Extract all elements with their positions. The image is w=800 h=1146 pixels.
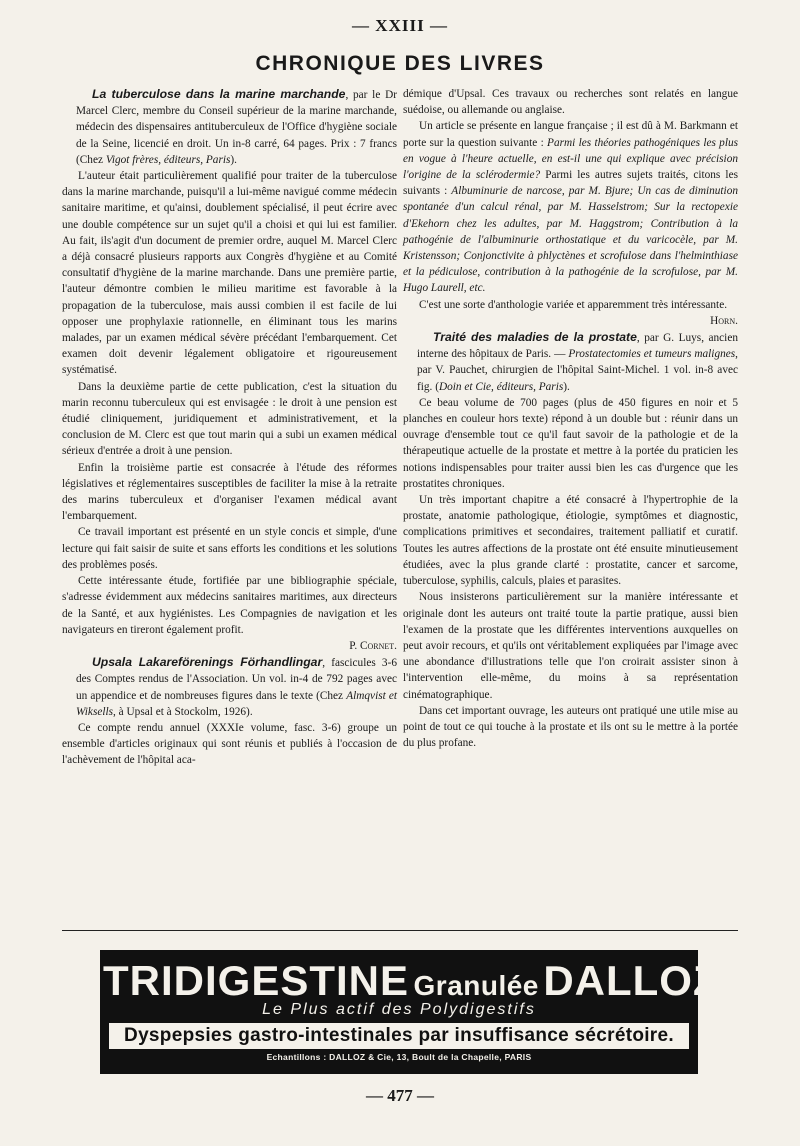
review-2-paragraph-1: Ce compte rendu annuel (XXXIe volume, fasc. 3-6) groupe un ensemble d'articles originaux qui sont réunis et publiés à l'occasion de l'achèvement de l'hôpital aca- — [62, 721, 397, 767]
review-3-heading — [403, 329, 738, 395]
review-1-byline-end: ). — [230, 153, 237, 166]
review-1-byline: , par le Dr Marcel Clerc, membre du Conseil supérieur de la marine marchande, médecin des dispensaires antituberculeux de l'Office d'hygiène sociale de la Seine, licencié en droit. Un in-8 carré, 64 pages. Prix : 7 francs (Chez — [76, 89, 397, 166]
ad-brand-dalloz: DALLOZ — [543, 957, 720, 1004]
review-3-paragraph-4: Dans cet important ouvrage, les auteurs ont pratiqué une utile mise au point de tout ce qui touche à la prostate et ils ont su le mettre à la portée du plus profane. — [403, 704, 738, 750]
review-1-paragraph-4: Ce travail important est présenté en un style concis et simple, d'une lecture qui fait saisir de suite et sans efforts les conditions et les solutions des problèmes posés. — [62, 526, 397, 571]
review-3-publisher: Doin et Cie, éditeurs, Paris — [438, 380, 564, 393]
review-1-signature: P. Cornet. — [349, 639, 397, 652]
advertisement-tridigestine — [100, 950, 720, 1074]
page-number: — 477 — — [366, 1086, 434, 1105]
review-3-byline-end: ). — [563, 380, 570, 393]
review-2-paragraph-3: C'est une sorte d'anthologie variée et apparemment très intéressante. — [419, 298, 728, 311]
review-1-paragraph-1: L'auteur était particulièrement qualifié pour traiter de la tuberculose dans la marine marchande, puisqu'il a lui-même navigué comme médecin sanitaire maritime, et qu'ainsi, doublement spécialisé, il peut écrire avec une double compétence sur un sujet qu'il a choisi et qui lui est familier. Au fait, ils'agit d'un document de premier ordre, auquel M. Marcel Clerc a déjà consacré plusieurs rapports aux Congrès d'hygiène et au Comité consultatif d'hygiène de la marine marchande. Dans une première partie, l'auteur démontre combien le milieu maritime est favorable à la propagation de la tuberculose, mais aussi combien il est facile de lui opposer une prophylaxie rationnelle, en éliminant tous les marins malades, par un examen médical sévère précédant l'embarquement. Cet examen doit devenir légalement obligatoire et rigoureusement systématisé. — [62, 170, 397, 377]
review-2-title: Upsala Lakareförenings Förhandlingar — [92, 655, 323, 670]
ad-brand-tridigestine: TRIDIGESTINE — [103, 957, 410, 1004]
left-column — [62, 86, 397, 769]
review-3-paragraph-3: Nous insisterons particulièrement sur la manière intéressante et originale dont les auteurs ont traité toute la partie pratique, aussi bien l'examen de la prostate que les différentes interventions auxquelles on peut avoir recours, et qu'ils ont véritablement expliquées par l'image avec une abondance d'illustrations telle que l'on croirait assister sinon à l'intervention elle-même, du moins à sa représentation cinématographique. — [403, 591, 738, 701]
review-2-paragraph-2 — [403, 118, 738, 296]
review-2-byline: , fascicules 3-6 des Comptes rendus de l'Association. Un vol. in-4 de 792 pages avec un appendice et de nombreuses figures dans le texte (Chez — [76, 657, 397, 702]
review-1-title: La tuberculose dans la marine marchande — [92, 87, 346, 101]
page-roman-numeral: — XXIII — — [352, 16, 448, 35]
review-2-p2-list: Albuminurie de narcose, par M. Bjure; Un cas de diminution spontanée d'un calcul rénal, par M. Hasselstrom; Sur la rectopexie d'Ekehorn chez les adultes, par M. Haggstrom; Contribution à la pathogénie de l'albuminurie orthostatique et du varicocèle, par M. Kristensson; Conjonctivite à phlyctènes et scrofulose dans l'helminthiase et la pédiculose, contribution à la pathogénie de la scrofulose, par M. Hugo Laurell, etc. — [403, 185, 738, 295]
section-title: CHRONIQUE DES LIVRES — [255, 52, 545, 75]
review-3-paragraph-1: Ce beau volume de 700 pages (plus de 450 figures en noir et 5 planches en couleur hors texte) répond à un double but : réunir dans un ouvrage d'ensemble tout ce qu'il faut savoir de la pathologie et de la thérapeutique actuelle de la prostate et mettre à la portée du praticien les notions indispensables pour traiter aussi bien les cas d'urgence que les prostatites chroniques. — [403, 396, 738, 490]
review-1-paragraph-3: Enfin la troisième partie est consacrée à l'étude des réformes législatives et réglementaires susceptibles de faciliter la mise à la retraite des marins tuberculeux et d'organiser l'examen médical avant l'embarquement. — [62, 461, 397, 523]
ad-tagline: Le Plus actif des Polydigestifs — [262, 1001, 536, 1018]
review-3-byline-2: , par V. Pauchet, chirurgien de l'hôpital Saint-Michel. 1 vol. in-8 avec fig. ( — [417, 348, 738, 393]
ad-indication: Dyspepsies gastro-intestinales par insuffisance sécrétoire. — [109, 1023, 689, 1049]
review-1-paragraph-5: Cette intéressante étude, fortifiée par une bibliographie spéciale, s'adresse évidemment aux médecins sanitaires maritimes, aux directeurs de la Santé, et aux hygiénistes. Les Compagnies de navigation et les navigateurs en tireront également profit. — [62, 575, 397, 636]
right-column — [403, 86, 738, 751]
review-2-signature: Horn. — [710, 314, 738, 327]
ad-samples-address: Echantillons : DALLOZ & Cie, 13, Boult de la Chapelle, PARIS — [266, 1052, 532, 1062]
review-1-publisher: Vigot frères, éditeurs, Paris — [105, 153, 231, 166]
review-3-paragraph-2: Un très important chapitre a été consacré à l'hypertrophie de la prostate, anatomie pathologique, étiologie, symptômes et diagnostic, complications primitives et secondaires, traitement palliatif et curatif. Toutes les autres affections de la prostate ont été ensuite minutieusement étudiées, avec la plus grande clarté : prostatite, cancer et sarcome, tuberculose, syphilis, calculs, plaies et parasites. — [403, 494, 738, 588]
review-2-byline-end: , à Upsal et à Stockolm, 1926). — [113, 705, 253, 718]
review-2-p2-question: Parmi les théories pathogéniques les plus en vogue à l'heure actuelle, en est-il une qui explique avec précision l'origine de la sclérodermie? — [403, 136, 739, 182]
review-2-publisher: Almqvist et Wiksells — [76, 689, 398, 718]
section-divider — [62, 930, 738, 931]
review-2-paragraph-1-continued: démique d'Upsal. Ces travaux ou recherches sont relatés en langue suédoise, ou allemande ou anglaise. — [403, 88, 738, 117]
review-1-paragraph-2: Dans la deuxième partie de cette publication, c'est la situation du marin reconnu tuberculeux qui est envisagée : le droit à une pension est étudié cliniquement, juridiquement et administrativement, et la conclusion de M. Clerc est que tout marin qui a subi un examen médical sérieux d'entrée a droit à une pension. — [62, 380, 397, 458]
review-2-heading — [62, 654, 397, 720]
review-3-title: Traité des maladies de la prostate — [433, 330, 637, 345]
review-3-subtitle: Prostatectomies et tumeurs malignes — [568, 348, 736, 361]
review-1-heading — [62, 86, 397, 168]
review-2-p2-transition: Parmi les autres sujets traités, citons les suivants : — [403, 169, 738, 198]
review-2-p2-intro: Un article se présente en langue française ; il est dû à M. Barkmann et porte sur la question suivante : — [403, 120, 738, 149]
ad-brand-granulee: Granulée — [413, 970, 539, 1001]
review-3-byline: , par G. Luys, ancien interne des hôpitaux de Paris. — — [417, 332, 738, 361]
ad-brand-line — [103, 957, 720, 1005]
